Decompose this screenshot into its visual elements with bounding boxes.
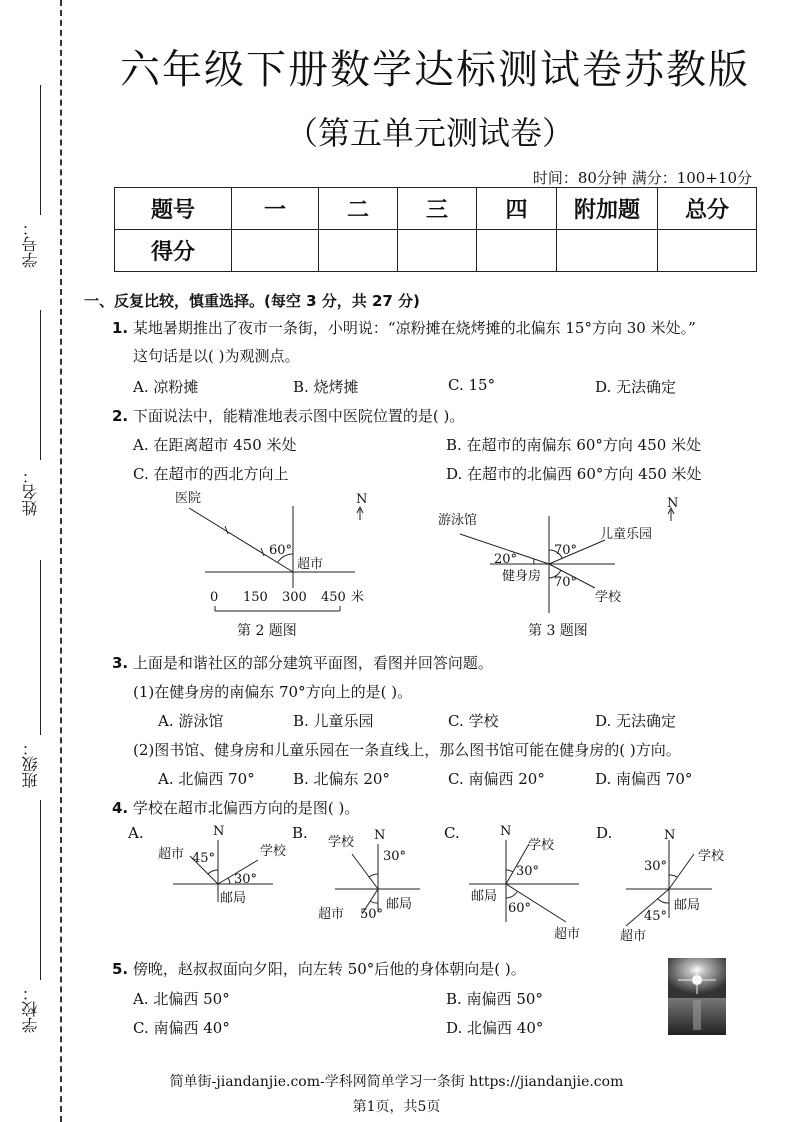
school-label: 学校	[595, 590, 622, 605]
figure-letter: D.	[596, 824, 613, 842]
north-label: N	[664, 828, 676, 843]
student-name-label: 姓名：	[21, 468, 40, 516]
angle-arc	[658, 899, 669, 903]
question-1	[112, 317, 696, 338]
section-heading: 一、反复比较，慎重选择。(每空 3 分，共 27 分)	[84, 292, 420, 310]
question-3	[112, 652, 493, 673]
question-number: 3.	[112, 654, 129, 672]
angle-label: 70°	[554, 575, 578, 590]
angle-label: 60°	[269, 543, 293, 558]
angle-label: 30°	[516, 864, 540, 879]
option-d[interactable]: D. 无法确定	[595, 712, 677, 730]
option-a[interactable]: A. 凉粉摊	[133, 378, 199, 396]
angle-label: 45°	[192, 851, 216, 866]
question-text: 学校在超市北偏西方向的是图( )。	[132, 799, 360, 817]
score-blank-cell[interactable]	[477, 230, 557, 272]
class-underline	[40, 560, 41, 735]
school-underline	[40, 800, 41, 980]
option-c[interactable]: C. 南偏西 20°	[448, 770, 545, 788]
score-head-cell: 总分	[658, 188, 757, 230]
score-header-row	[115, 188, 757, 230]
option-a[interactable]: A. 在距离超市 450 米处	[133, 436, 297, 454]
binding-dashed-line	[60, 0, 62, 1122]
figure-caption: 第 3 题图	[528, 623, 588, 639]
option-c[interactable]: C. 在超市的西北方向上	[133, 465, 289, 483]
angle-arc	[228, 878, 230, 884]
post-label: 邮局	[386, 897, 413, 912]
market-label: 超市	[318, 907, 345, 922]
score-head-cell: 四	[477, 188, 557, 230]
question-2	[112, 405, 464, 426]
scale-label: 450	[321, 590, 346, 605]
post-label: 邮局	[674, 898, 701, 913]
question-text-cont: 这句话是以( )为观测点。	[133, 347, 300, 365]
market-label: 超市	[158, 847, 185, 862]
figure-2-diagram	[165, 488, 380, 643]
angle-label: 30°	[644, 859, 668, 874]
north-label: N	[374, 828, 386, 843]
option-d[interactable]: D. 南偏西 70°	[595, 770, 693, 788]
score-blank-cell[interactable]	[658, 230, 757, 272]
pool-label: 游泳馆	[438, 513, 478, 528]
score-head-cell: 二	[319, 188, 398, 230]
angle-label: 30°	[234, 872, 258, 887]
option-d[interactable]: D. 在超市的北偏西 60°方向 450 米处	[446, 465, 702, 483]
market-label: 超市	[297, 557, 324, 572]
score-table	[114, 187, 757, 272]
option-c[interactable]: C. 南偏西 40°	[133, 1019, 230, 1037]
market-label: 超市	[620, 929, 647, 944]
school-ray	[669, 854, 694, 889]
figure-4c[interactable]	[444, 822, 604, 947]
figure-3-diagram	[430, 488, 700, 643]
sub-question-1: (1)在健身房的南偏东 70°方向上的是( )。	[133, 683, 413, 701]
north-label: N	[667, 496, 679, 511]
gym-label: 健身房	[502, 569, 542, 584]
figure-caption: 第 2 题图	[237, 623, 297, 639]
figure-letter: C.	[444, 824, 460, 842]
figure-4a[interactable]	[128, 822, 288, 947]
score-head-cell: 附加题	[557, 188, 658, 230]
option-d[interactable]: D. 北偏西 40°	[446, 1019, 544, 1037]
market-label: 超市	[554, 927, 581, 942]
option-c[interactable]: C. 学校	[448, 712, 499, 730]
student-id-label: 学号：	[21, 220, 40, 268]
score-value-row	[115, 230, 757, 272]
scale-unit: 米	[351, 590, 365, 605]
question-number: 2.	[112, 407, 129, 425]
page-number: 第1页，共5页	[352, 1099, 441, 1115]
figure-4b[interactable]	[290, 822, 440, 947]
angle-arc	[506, 870, 513, 872]
option-b[interactable]: B. 南偏西 50°	[446, 990, 543, 1008]
question-text: 下面说法中，能精准地表示图中医院位置的是( )。	[132, 407, 465, 425]
score-head-cell: 题号	[115, 188, 232, 230]
angle-arc	[370, 901, 378, 903]
option-a[interactable]: A. 北偏西 50°	[133, 990, 230, 1008]
question-text: 上面是和谐社区的部分建筑平面图，看图并回答问题。	[132, 654, 493, 672]
score-row-label: 得分	[115, 230, 232, 272]
score-blank-cell[interactable]	[557, 230, 658, 272]
score-blank-cell[interactable]	[319, 230, 398, 272]
north-label: N	[213, 824, 225, 839]
post-label: 邮局	[220, 891, 247, 906]
score-head-cell: 一	[232, 188, 319, 230]
question-4	[112, 797, 359, 818]
park-label: 儿童乐园	[600, 527, 653, 542]
figure-letter: A.	[128, 824, 144, 842]
angle-label: 60°	[508, 901, 532, 916]
scale-label: 300	[282, 590, 307, 605]
id-underline	[40, 85, 41, 215]
score-head-cell: 三	[398, 188, 477, 230]
option-a[interactable]: A. 游泳馆	[158, 712, 224, 730]
footer-watermark: 简单街-jiandanjie.com-学科网简单学习一条街 https://jiandanjie.com	[169, 1074, 624, 1090]
sunset-photo	[668, 958, 726, 1035]
class-label: 班级：	[21, 740, 40, 788]
sub-question-2: (2)图书馆、健身房和儿童乐园在一条直线上，那么图书馆可能在健身房的( )方向。	[133, 741, 681, 759]
angle-arc	[208, 870, 218, 874]
question-text: 傍晚，赵叔叔面向夕阳，向左转 50°后他的身体朝向是( )。	[132, 960, 526, 978]
north-label: N	[356, 492, 368, 507]
angle-label: 45°	[644, 909, 668, 924]
school-label: 学校	[698, 849, 725, 864]
option-c[interactable]: C. 15°	[448, 376, 496, 394]
question-number: 4.	[112, 799, 129, 817]
option-a[interactable]: A. 北偏西 70°	[158, 770, 255, 788]
score-blank-cell[interactable]	[232, 230, 319, 272]
question-text: 某地暑期推出了夜市一条街，小明说：“凉粉摊在烧烤摊的北偏东 15°方向 30 米处。”	[132, 319, 696, 337]
scale-label: 0	[210, 590, 219, 605]
school-label: 学校	[328, 835, 355, 850]
angle-arc	[369, 874, 378, 877]
page-subtitle: （第五单元测试卷）	[285, 114, 574, 152]
angle-label: 50°	[360, 907, 384, 922]
question-number: 5.	[112, 960, 129, 978]
post-label: 邮局	[471, 889, 498, 904]
angle-label: 20°	[494, 552, 518, 567]
option-d[interactable]: D. 无法确定	[595, 378, 677, 396]
figure-letter: B.	[292, 824, 308, 842]
name-underline	[40, 310, 41, 460]
school-label: 学校：	[21, 985, 40, 1033]
scale-label: 150	[243, 590, 268, 605]
option-b[interactable]: B. 在超市的南偏东 60°方向 450 米处	[446, 436, 702, 454]
time-score-line: 时间：80分钟 满分：100+10分	[532, 169, 752, 187]
figure-4d[interactable]	[594, 822, 744, 947]
hospital-label: 医院	[175, 491, 202, 506]
north-label: N	[500, 824, 512, 839]
school-label: 学校	[260, 844, 287, 859]
option-b[interactable]: B. 儿童乐园	[293, 712, 374, 730]
angle-arc	[506, 892, 517, 898]
score-blank-cell[interactable]	[398, 230, 477, 272]
school-ray	[352, 854, 378, 889]
question-number: 1.	[112, 319, 129, 337]
angle-label: 30°	[383, 849, 407, 864]
angle-label: 70°	[554, 543, 578, 558]
option-b[interactable]: B. 北偏东 20°	[293, 770, 390, 788]
school-label: 学校	[528, 838, 555, 853]
angle-arc	[669, 875, 677, 877]
direction-ray	[189, 508, 293, 572]
page-title: 六年级下册数学达标测试卷苏教版	[120, 47, 750, 93]
option-b[interactable]: B. 烧烤摊	[293, 378, 359, 396]
question-5	[112, 958, 526, 979]
